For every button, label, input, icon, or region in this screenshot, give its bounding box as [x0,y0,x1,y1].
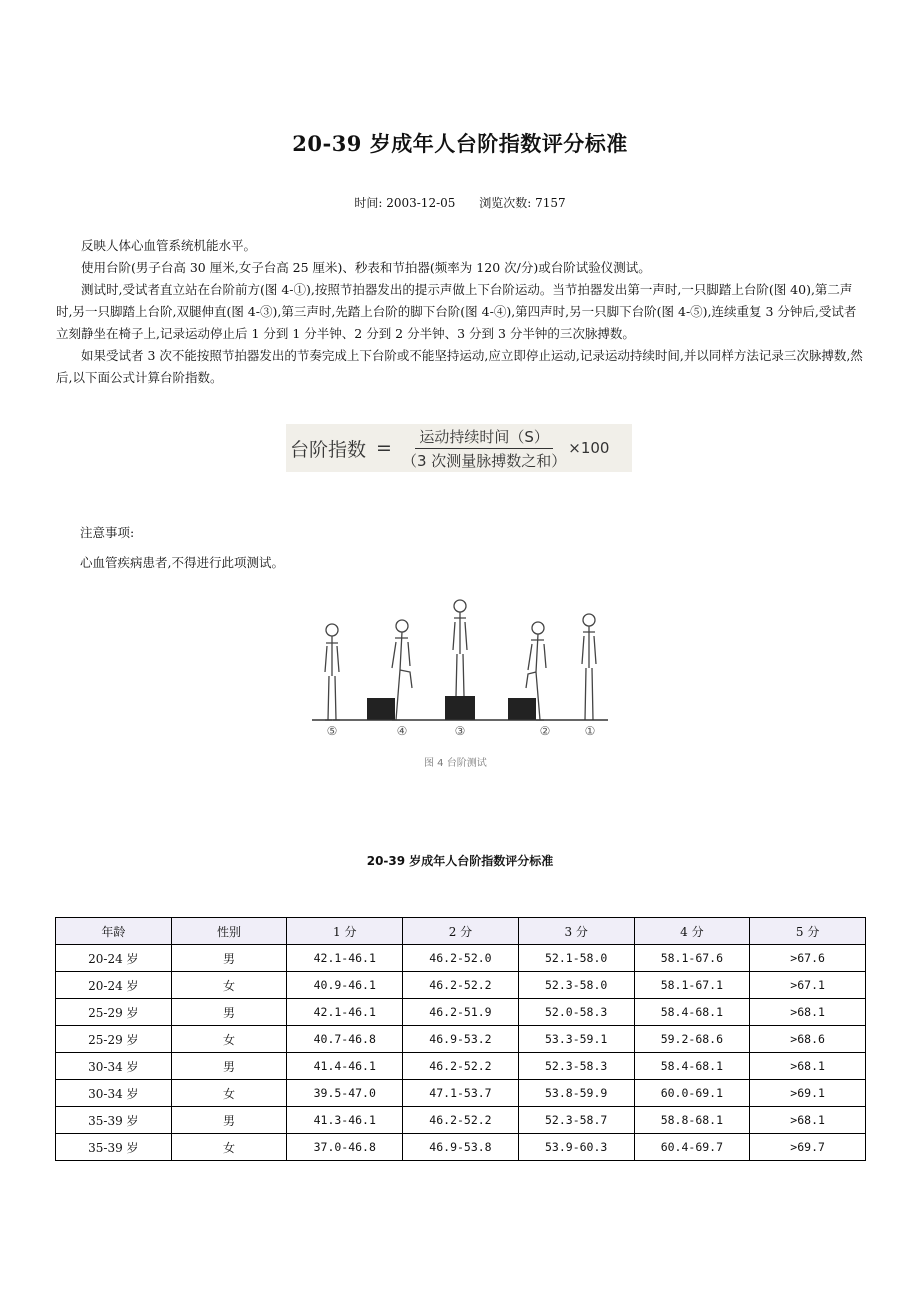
article-meta [0,194,920,211]
publish-time: 时间: 2003-12-05 [354,196,456,210]
table-cell: 40.9-46.1 [287,972,403,999]
notes-heading: 注意事项: [80,525,135,540]
table-cell: 35-39 岁 [56,1107,172,1134]
table-cell: 53.9-60.3 [518,1134,634,1161]
paragraph: 如果受试者 3 次不能按照节拍器发出的节奏完成上下台阶或不能坚持运动,应立即停止运动,记录运动持续时间,并以同样方法记录三次脉搏数,然后,以下面公式计算台阶指数。 [56,348,863,385]
table-cell: >67.6 [750,945,866,972]
table-cell: 52.0-58.3 [518,999,634,1026]
table-cell: >69.7 [750,1134,866,1161]
table-cell: 52.3-58.0 [518,972,634,999]
position-label: ③ [454,724,466,738]
table-cell: 60.0-69.1 [634,1080,750,1107]
table-cell: 25-29 岁 [56,1026,172,1053]
table-cell: 41.3-46.1 [287,1107,403,1134]
table-cell: >68.1 [750,1107,866,1134]
position-label: ⑤ [326,724,338,738]
formula-fraction [402,426,566,471]
table-cell: 53.3-59.1 [518,1026,634,1053]
table-cell: 58.8-68.1 [634,1107,750,1134]
table-cell: 女 [171,1080,287,1107]
figure-caption: 图 4 台阶测试 [424,758,487,769]
table-cell: 60.4-69.7 [634,1134,750,1161]
position-label: ④ [396,724,408,738]
table-cell: 35-39 岁 [56,1134,172,1161]
table-cell: >68.1 [750,1053,866,1080]
step-test-figure [312,588,608,778]
table-cell: >68.6 [750,1026,866,1053]
table-header-row [56,918,866,945]
table-cell: 37.0-46.8 [287,1134,403,1161]
table-cell: 20-24 岁 [56,945,172,972]
table-cell: 20-24 岁 [56,972,172,999]
step-index-formula [286,424,632,472]
table-cell: 女 [171,1026,287,1053]
table-cell: >68.1 [750,999,866,1026]
table-cell: 46.2-52.0 [403,945,519,972]
formula-lhs: 台阶指数 [290,438,367,461]
person-figure-1 [582,614,596,720]
table-cell: 52.1-58.0 [518,945,634,972]
column-header: 性别 [171,918,287,945]
table-cell: 40.7-46.8 [287,1026,403,1053]
table-cell: 男 [171,945,287,972]
table-cell: 58.4-68.1 [634,1053,750,1080]
table-cell: 52.3-58.7 [518,1107,634,1134]
formula-denominator: （3 次测量脉搏数之和） [401,451,567,470]
table-cell: >69.1 [750,1080,866,1107]
table-row [56,1080,866,1107]
table-row [56,1053,866,1080]
table-cell: 30-34 岁 [56,1080,172,1107]
table-cell: 52.3-58.3 [518,1053,634,1080]
table-cell: 男 [171,999,287,1026]
person-figure-5 [325,624,340,720]
table-cell: 58.4-68.1 [634,999,750,1026]
table-cell: 46.9-53.8 [403,1134,519,1161]
table-cell: 46.2-52.2 [403,972,519,999]
view-count: 浏览次数: 7157 [479,196,566,210]
column-header: 2 分 [403,918,519,945]
table-cell: 25-29 岁 [56,999,172,1026]
step-box [445,696,475,720]
table-row [56,972,866,999]
table-row [56,945,866,972]
table-title: 20-39 岁成年人台阶指数评分标准 [366,854,554,868]
position-label: ① [584,724,596,738]
table-row [56,999,866,1026]
table-cell: 男 [171,1053,287,1080]
table-row [56,1107,866,1134]
table-cell: 42.1-46.1 [287,999,403,1026]
table-cell: 41.4-46.1 [287,1053,403,1080]
column-header: 5 分 [750,918,866,945]
table-cell: 42.1-46.1 [287,945,403,972]
table-cell: 59.2-68.6 [634,1026,750,1053]
step-box [367,698,395,720]
step-box [508,698,536,720]
table-row [56,1134,866,1161]
table-cell: 39.5-47.0 [287,1080,403,1107]
notes-text: 心血管疾病患者,不得进行此项测试。 [80,555,284,570]
paragraph: 使用台阶(男子台高 30 厘米,女子台高 25 厘米)、秒表和节拍器(频率为 120 次/分)或台阶试验仪测试。 [81,260,651,275]
formula-numerator: 运动持续时间（S） [415,426,553,449]
notes-section [80,518,284,578]
table-cell: 46.2-51.9 [403,999,519,1026]
article-body [56,235,868,389]
page-title: 20-39 岁成年人台阶指数评分标准 [292,131,628,156]
table-cell: 46.9-53.2 [403,1026,519,1053]
table-row [56,1026,866,1053]
table-cell: 53.8-59.9 [518,1080,634,1107]
table-cell: 58.1-67.6 [634,945,750,972]
table-cell: 男 [171,1107,287,1134]
table-cell: 女 [171,1134,287,1161]
person-figure-3 [453,600,467,696]
table-cell: >67.1 [750,972,866,999]
formula-equals: = [376,437,392,459]
table-cell: 46.2-52.2 [403,1107,519,1134]
column-header: 年龄 [56,918,172,945]
table-cell: 46.2-52.2 [403,1053,519,1080]
table-cell: 30-34 岁 [56,1053,172,1080]
table-cell: 47.1-53.7 [403,1080,519,1107]
table-cell: 女 [171,972,287,999]
column-header: 4 分 [634,918,750,945]
table-cell: 58.1-67.1 [634,972,750,999]
paragraph: 测试时,受试者直立站在台阶前方(图 4-①),按照节拍器发出的提示声做上下台阶运动。当节拍器发出第一声时,一只脚踏上台阶(图 40),第二声时,另一只脚踏上台阶,双腿伸直(图 4-③),第三声时,先踏上台阶的脚下台阶(图 4-④),第四声时,另一只脚下台阶(图 4-⑤),连续重复 3 分钟后,受试者立刻静坐在椅子上,记录运动停止后 1 分到 1 分半钟、2 分到 2 分半钟、3 分到 3 分半钟的三次脉搏数。 [56,282,857,341]
paragraph: 反映人体心血管系统机能水平。 [81,238,257,253]
position-label: ② [539,724,551,738]
column-header: 3 分 [518,918,634,945]
column-header: 1 分 [287,918,403,945]
formula-multiplier: ×100 [568,439,610,457]
score-table [55,917,866,1161]
